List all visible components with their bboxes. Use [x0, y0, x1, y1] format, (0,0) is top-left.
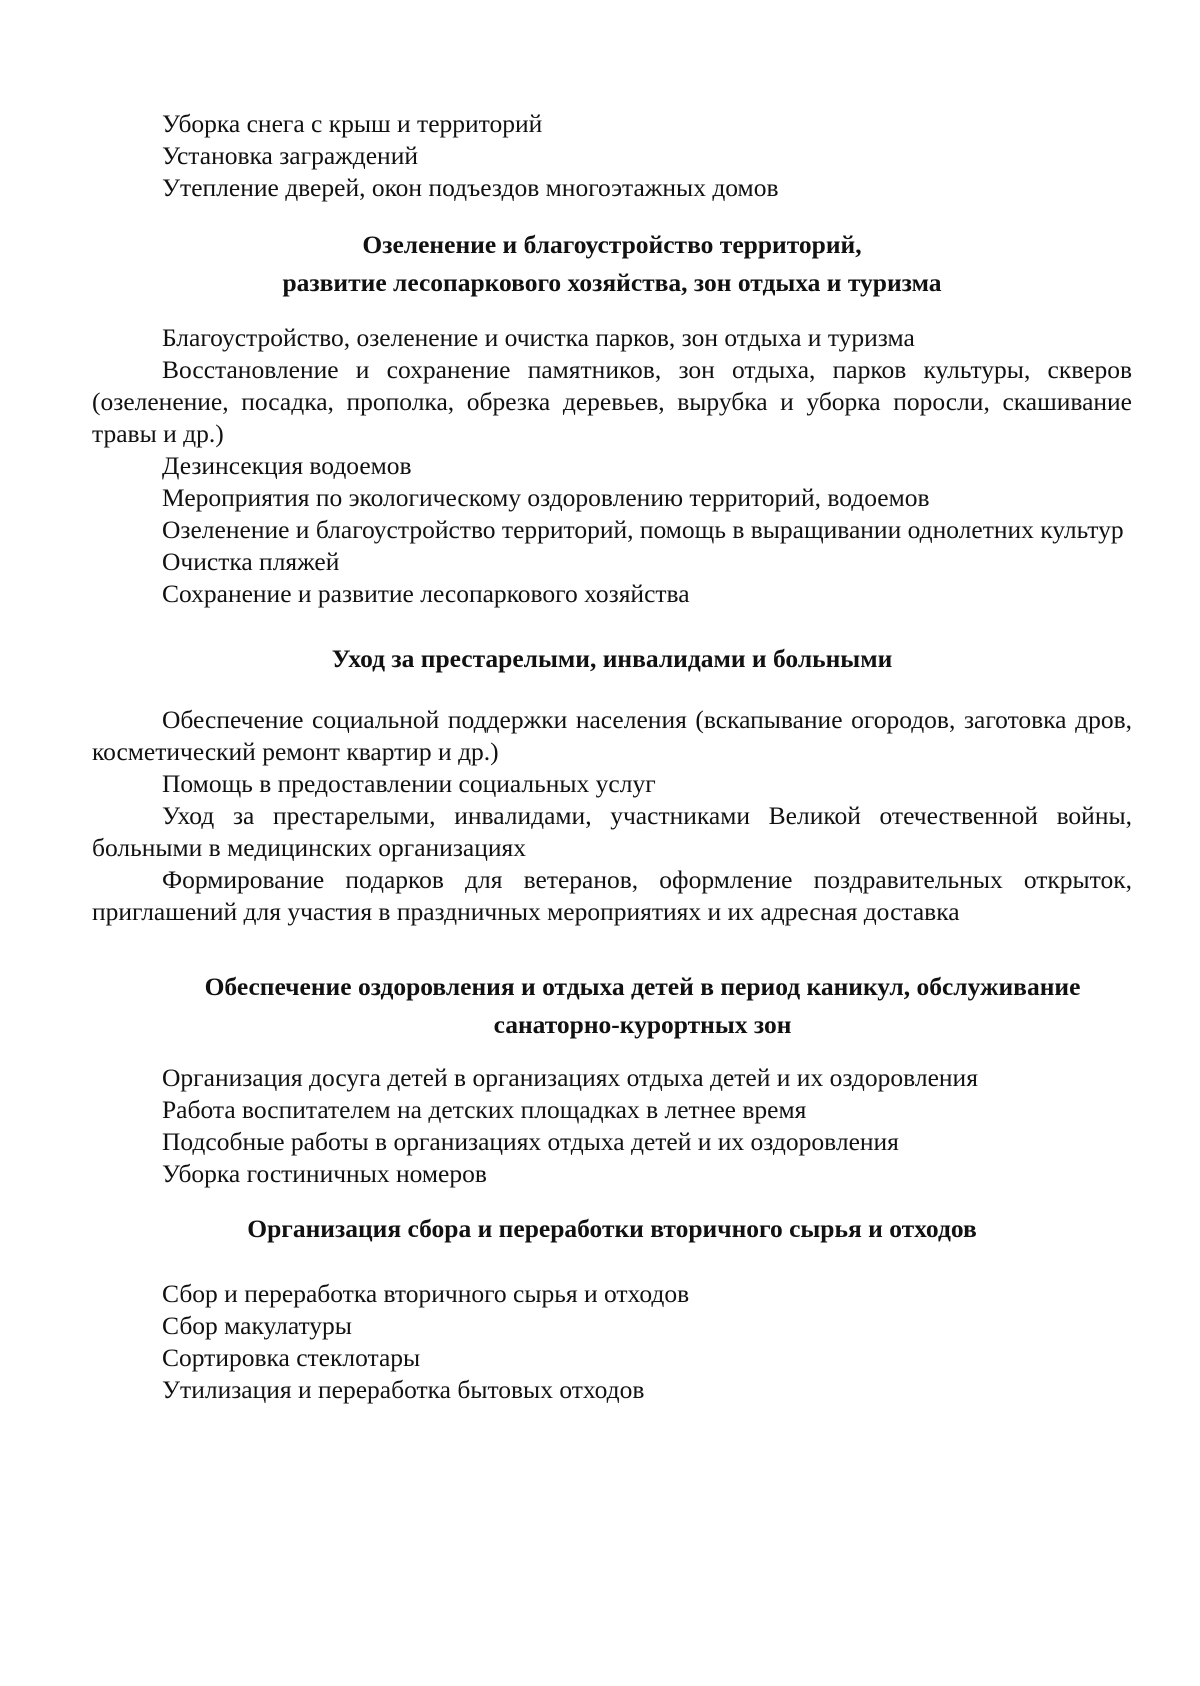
- section-heading-greening: [92, 226, 1132, 302]
- section-recycling-list: [92, 1278, 1132, 1406]
- list-item: Сбор и переработка вторичного сырья и отходов: [162, 1279, 690, 1308]
- list-item: Уборка гостиничных номеров: [162, 1159, 487, 1188]
- list-item: Сбор макулатуры: [162, 1311, 352, 1340]
- section-elderly-care-list: [92, 704, 1132, 928]
- list-item: Сохранение и развитие лесопаркового хозяйства: [162, 579, 690, 608]
- list-item: Утепление дверей, окон подъездов многоэтажных домов: [162, 173, 779, 202]
- section-snow-list: [92, 108, 1132, 204]
- heading-line: развитие лесопаркового хозяйства, зон отдыха и туризма: [282, 268, 942, 297]
- list-item: Уход за престарелыми, инвалидами, участниками Великой отечественной войны, больными в медицинских организациях: [92, 801, 1132, 862]
- list-item: Установка заграждений: [162, 141, 418, 170]
- list-item: Подсобные работы в организациях отдыха детей и их оздоровления: [162, 1127, 899, 1156]
- heading-line: Организация сбора и переработки вторичного сырья и отходов: [247, 1214, 977, 1243]
- list-item: Помощь в предоставлении социальных услуг: [162, 769, 656, 798]
- list-item: Озеленение и благоустройство территорий, помощь в выращивании однолетних культур: [162, 515, 1124, 544]
- list-item: Благоустройство, озеленение и очистка парков, зон отдыха и туризма: [162, 323, 915, 352]
- list-item: Уборка снега с крыш и территорий: [162, 109, 543, 138]
- list-item: Очистка пляжей: [162, 547, 340, 576]
- list-item: Утилизация и переработка бытовых отходов: [162, 1375, 645, 1404]
- heading-line: Озеленение и благоустройство территорий,: [362, 230, 862, 259]
- list-item: Обеспечение социальной поддержки населения (вскапывание огородов, заготовка дров, косметический ремонт квартир и др.): [92, 705, 1132, 766]
- list-item: Мероприятия по экологическому оздоровлению территорий, водоемов: [162, 483, 930, 512]
- heading-line: Обеспечение оздоровления и отдыха детей в период каникул, обслуживание: [204, 972, 1081, 1001]
- list-item: Работа воспитателем на детских площадках в летнее время: [162, 1095, 807, 1124]
- section-greening-list: [92, 322, 1132, 610]
- section-heading-children-recreation: [150, 968, 1135, 1044]
- section-children-recreation-list: [92, 1062, 1132, 1190]
- list-item: Восстановление и сохранение памятников, зон отдыха, парков культуры, скверов (озеленение, посадка, прополка, обрезка деревьев, вырубка и уборка поросли, скашивание травы и др.): [92, 355, 1132, 448]
- section-heading-elderly-care: [92, 640, 1132, 678]
- list-item: Дезинсекция водоемов: [162, 451, 412, 480]
- heading-line: санаторно-курортных зон: [493, 1010, 792, 1039]
- heading-line: Уход за престарелыми, инвалидами и больными: [331, 644, 893, 673]
- list-item: Формирование подарков для ветеранов, оформление поздравительных открыток, приглашений для участия в праздничных мероприятиях и их адресная доставка: [92, 865, 1132, 926]
- list-item: Сортировка стеклотары: [162, 1343, 421, 1372]
- section-heading-recycling: [92, 1210, 1132, 1248]
- list-item: Организация досуга детей в организациях отдыха детей и их оздоровления: [162, 1063, 978, 1092]
